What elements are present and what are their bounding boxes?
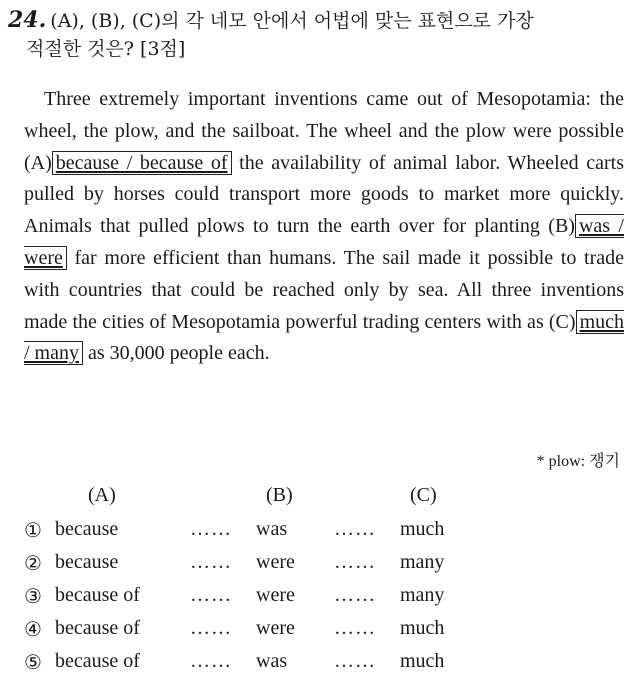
dot-leader: …… — [190, 518, 232, 540]
choice-c: many — [400, 551, 445, 573]
choice-number: ⑤ — [24, 652, 42, 674]
choice-a: because — [55, 551, 119, 573]
choice-b: were — [256, 584, 295, 606]
choice-row-2[interactable] — [0, 551, 640, 584]
passage-text-3: far more efficient than humans. The sail made it possible to trade with countries that could be reached only by sea. All three inventions made the cities of Mesopotamia powerful trading centers with as (C) — [24, 246, 624, 333]
choice-row-3[interactable] — [0, 584, 640, 617]
choice-a: because of — [55, 617, 140, 639]
choice-number: ③ — [24, 586, 42, 608]
choice-row-1[interactable] — [0, 518, 640, 551]
choice-row-5[interactable] — [0, 650, 640, 683]
passage-text-4: as 30,000 people each. — [83, 342, 270, 365]
passage-text-2: the availability of animal labor. Wheeled carts pulled by horses could transport more goods to market more quickly. Animals that pulled plows to turn the earth over for planting (B) — [24, 151, 624, 238]
passage-text-1: Three extremely important inventions came out of Mesopotamia: the wheel, the plow, and the sailboat. The wheel and the plow were possible (A) — [24, 88, 624, 174]
choice-number: ② — [24, 553, 42, 575]
column-header-c: (C) — [410, 484, 437, 506]
choice-b: were — [256, 551, 295, 573]
dot-leader: …… — [334, 650, 376, 672]
choice-c: many — [400, 584, 445, 606]
question-header — [8, 6, 632, 63]
choice-a: because — [55, 518, 119, 540]
dot-leader: …… — [190, 584, 232, 606]
question-line-1 — [8, 6, 632, 35]
choice-a: because of — [55, 650, 140, 672]
box-b: was / were — [24, 215, 624, 269]
choice-number: ④ — [24, 619, 42, 641]
column-header-b: (B) — [266, 484, 293, 506]
question-text: (A), (B), (C)의 각 네모 안에서 어법에 맞는 표현으로 가장 — [50, 10, 534, 32]
choice-c: much — [400, 617, 445, 639]
choice-row-4[interactable] — [0, 617, 640, 650]
choice-a: because of — [55, 584, 140, 606]
footnote: * plow: 쟁기 — [536, 453, 620, 470]
choice-c: much — [400, 650, 445, 672]
dot-leader: …… — [334, 518, 376, 540]
box-c: much / many — [24, 310, 624, 365]
choice-b: was — [256, 650, 288, 672]
passage — [24, 84, 624, 370]
dot-leader: …… — [190, 650, 232, 672]
choice-c: much — [400, 518, 445, 540]
dot-leader: …… — [190, 551, 232, 573]
dot-leader: …… — [334, 551, 376, 573]
dot-leader: …… — [334, 584, 376, 606]
question-line-2: 적절한 것은? [3점] — [26, 38, 186, 60]
column-header-a: (A) — [88, 484, 116, 506]
choice-number: ① — [24, 520, 42, 542]
dot-leader: …… — [190, 617, 232, 639]
choice-b: were — [256, 617, 295, 639]
question-number: 24. — [8, 7, 47, 33]
box-a: because / because of — [52, 151, 232, 175]
choice-b: was — [256, 518, 288, 540]
dot-leader: …… — [334, 617, 376, 639]
passage-paragraph — [24, 84, 624, 370]
